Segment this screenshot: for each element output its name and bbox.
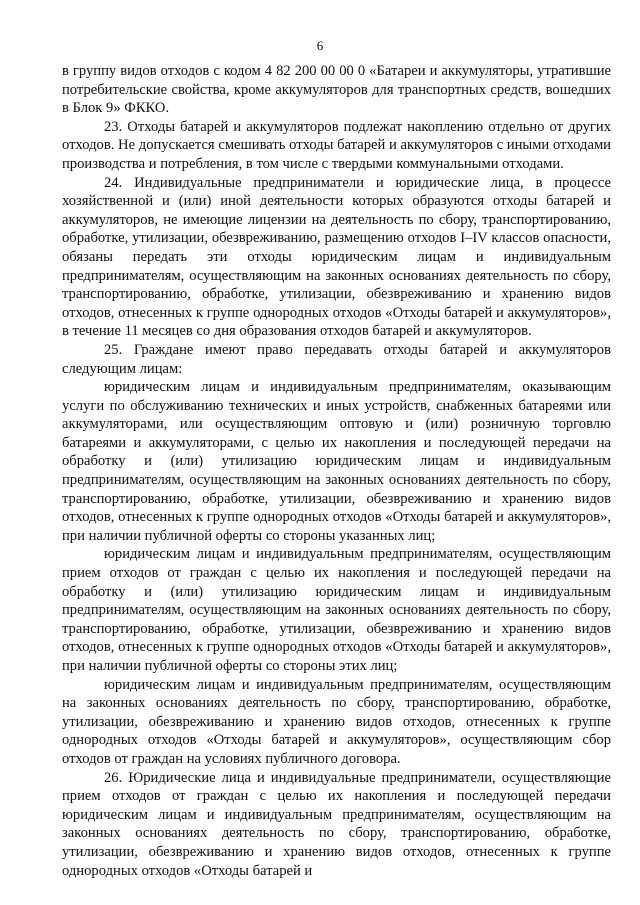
paragraph-24: 24. Индивидуальные предприниматели и юридические лица, в процессе хозяйственной и (или) иной деятельности которых образуются отходы батарей и аккумуляторов, не имеющие лицензии на деятельность по сбору, транспортированию, обработке, утилизации, обезвреживанию, размещению отходов I–IV классов опасности, обязаны передать эти отходы юридическим лицам и индивидуальным предпринимателям, осуществляющим на законных основаниях деятельность по сбору, транспортированию, обработке, утилизации, обезвреживанию и хранению видов отходов, отнесенных к группе однородных отходов «Отходы батарей и аккумуляторов», в течение 11 месяцев со дня образования отходов батарей и аккумуляторов. bbox=[62, 174, 611, 340]
list-item-3: юридическим лицам и индивидуальным предпринимателям, осуществляющим на законных основаниях деятельность по сбору, транспортированию, обработке, утилизации, обезвреживанию и хранению видов отходов, отнесенных к группе однородных отходов «Отходы батарей и аккумуляторов», осуществляющим сбор отходов от граждан на условиях публичного договора. bbox=[62, 676, 611, 767]
page-number: 6 bbox=[316, 38, 324, 53]
paragraph-continuation: в группу видов отходов с кодом 4 82 200 00 00 0 «Батареи и аккумуляторы, утратившие потребительские свойства, кроме аккумуляторов для транспортных средств, вошедших в Блок 9» ФККО. bbox=[62, 63, 611, 117]
list-item-1: юридическим лицам и индивидуальным предпринимателям, оказывающим услуги по обслуживанию технических и иных устройств, снабженных батареями или аккумуляторами, или осуществляющим оптовую и (или) розничную торговлю батареями и аккумуляторами, с целью их накопления и последующей передачи на обработку и (или) утилизацию юридическим лицам и индивидуальным предпринимателям, осуществляющим на законных основаниях деятельность по сбору, транспортированию, обработке, утилизации, обезвреживанию и хранению видов отходов, отнесенных к группе однородных отходов «Отходы батарей и аккумуляторов», при наличии публичной оферты со стороны указанных лиц; bbox=[62, 379, 611, 544]
paragraph-26: 26. Юридические лица и индивидуальные предприниматели, осуществляющие прием отходов от граждан с целью их накопления и последующей передачи юридическим лицам и индивидуальным предпринимателям, осуществляющим на законных основаниях деятельность по сбору, транспортированию, обработке, утилизации, обезвреживанию и хранению видов отходов, отнесенных к группе однородных отходов «Отходы батарей и bbox=[62, 769, 611, 879]
paragraph-23: 23. Отходы батарей и аккумуляторов подлежат накоплению отдельно от других отходов. Не допускается смешивать отходы батарей и аккумуляторов с иными отходами производства и потребления, в том числе с твердыми коммунальными отходами. bbox=[62, 118, 611, 172]
list-item-2: юридическим лицам и индивидуальным предпринимателям, осуществляющим прием отходов от граждан с целью их накопления и последующей передачи на обработку и (или) утилизацию юридическим лицам и индивидуальным предпринимателям, осуществляющим на законных основаниях деятельность по сбору, транспортированию, обработке, утилизации, обезвреживанию и хранению видов отходов, отнесенных к группе однородных отходов «Отходы батарей и аккумуляторов», при наличии публичной оферты со стороны этих лиц; bbox=[62, 546, 611, 674]
document-body bbox=[62, 62, 611, 880]
paragraph-25: 25. Граждане имеют право передавать отходы батарей и аккумуляторов следующим лицам: bbox=[62, 341, 611, 377]
